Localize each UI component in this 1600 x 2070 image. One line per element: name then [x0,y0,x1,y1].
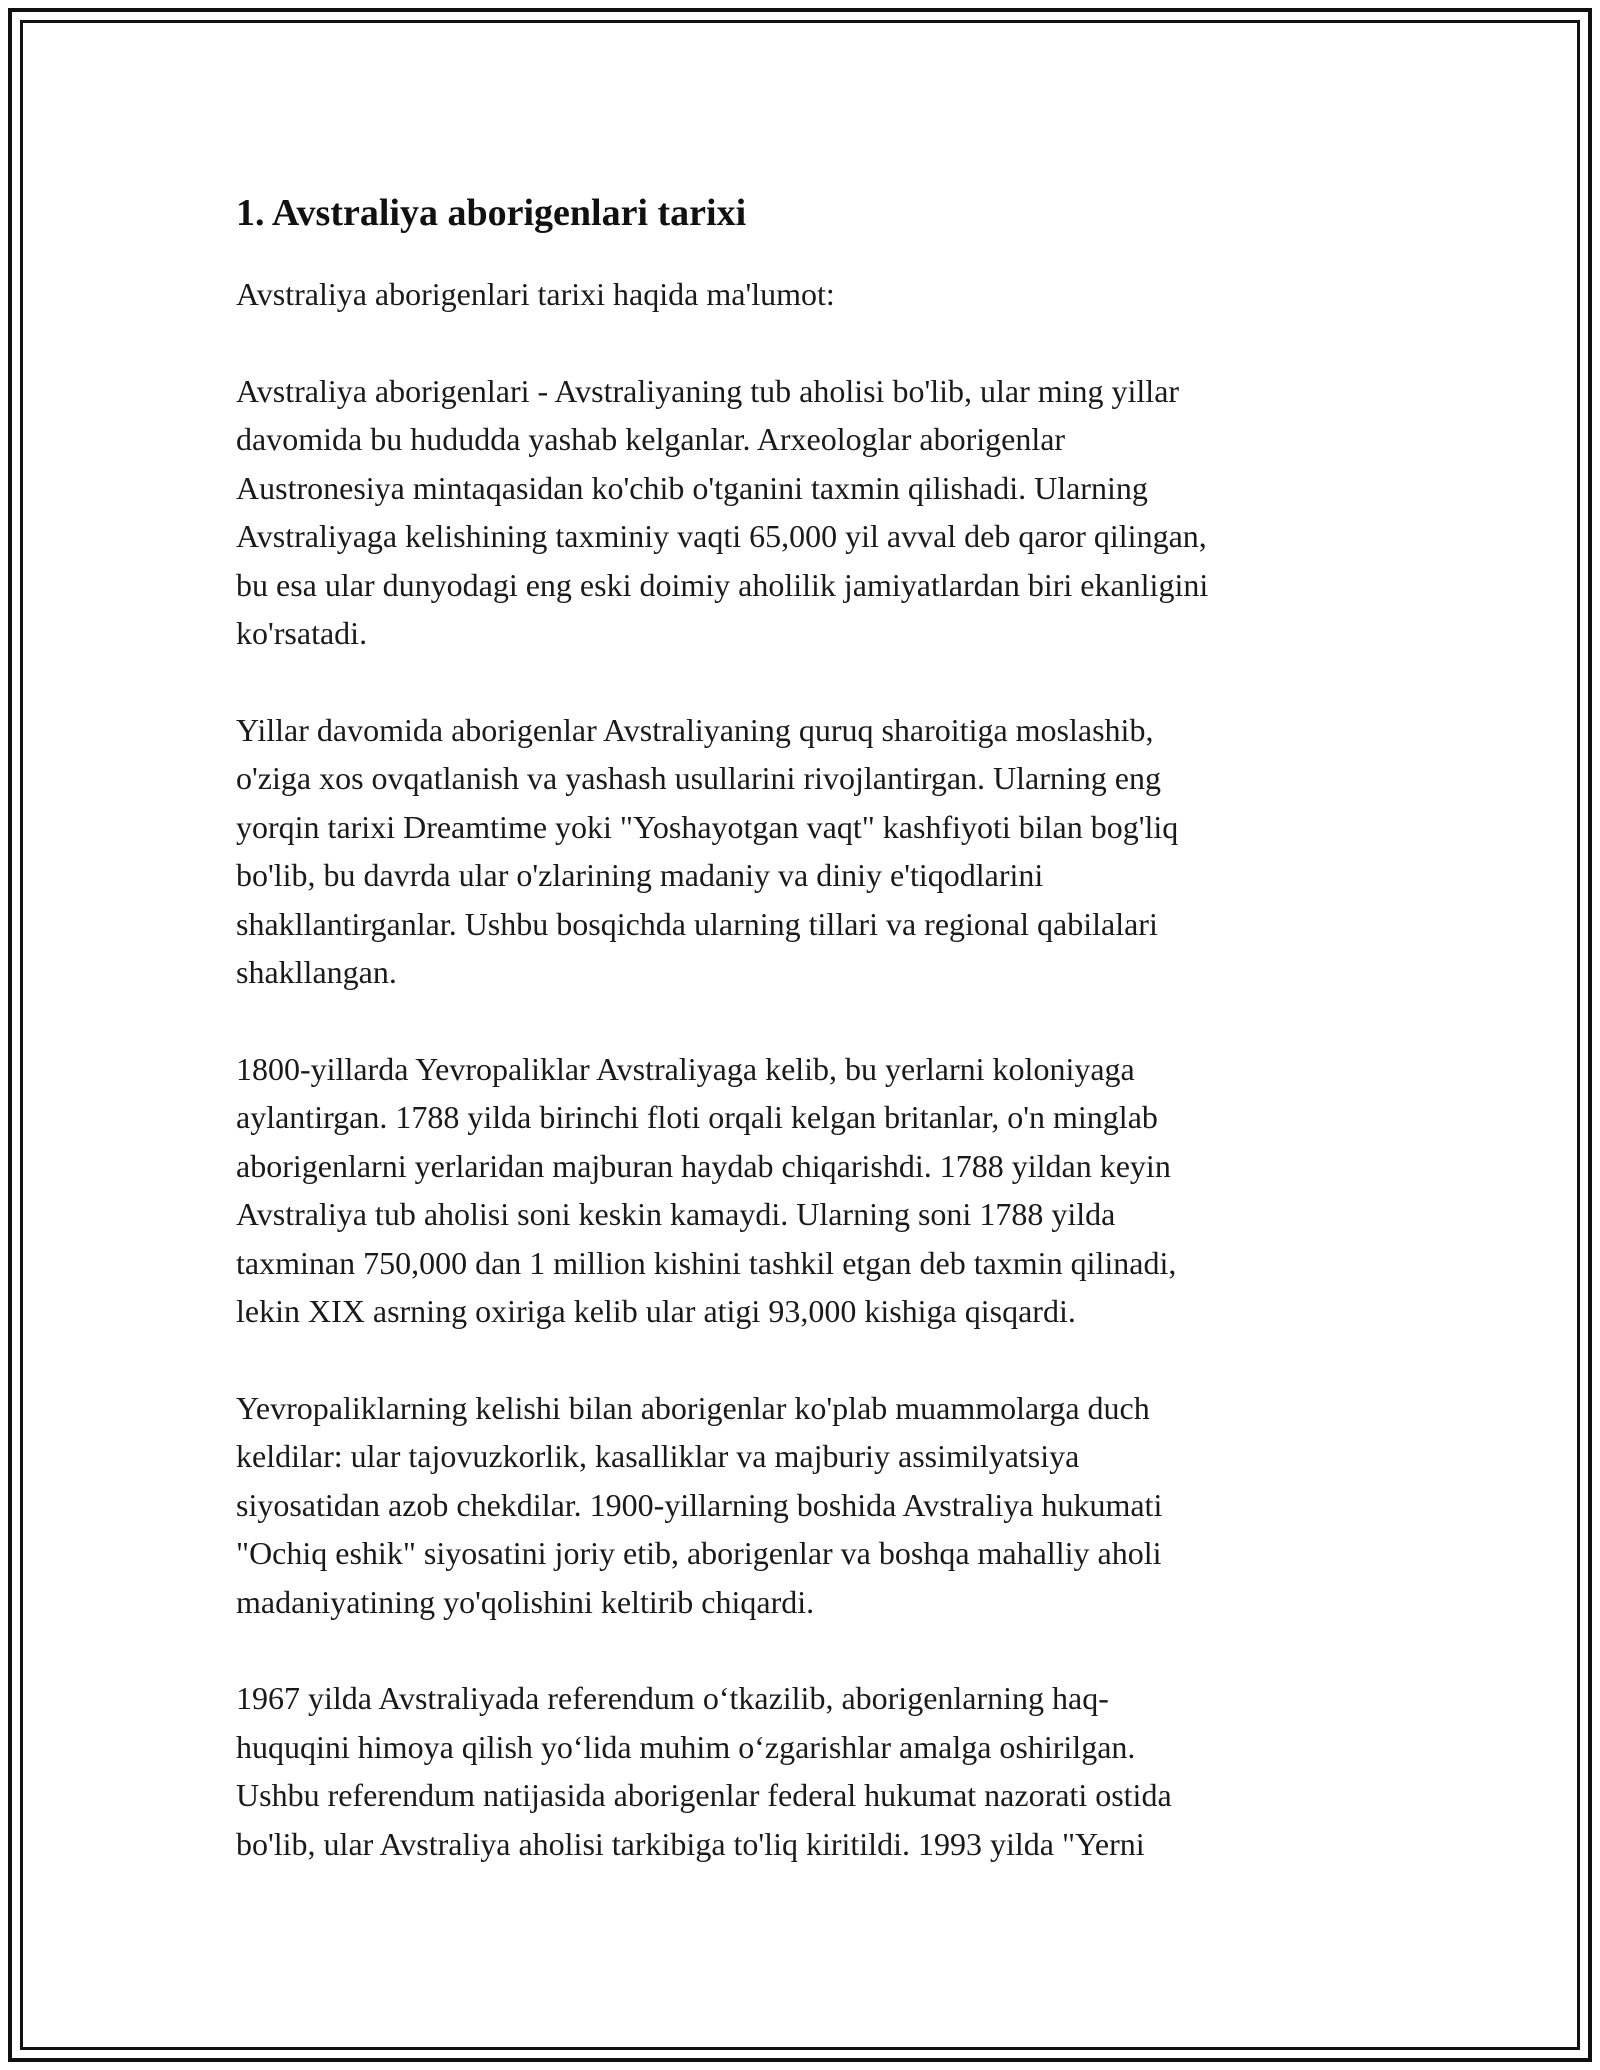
paragraph-origins: Avstraliya aborigenlari - Avstraliyaning tub aholisi bo'lib, ular ming yillar davomida bu hududda yashab kelganlar. Arxeologlar aborigenlar Austronesiya mintaqasidan ko'chib o'tganini taxmin qilishadi. Ularning Avstraliyaga kelishining taxminiy vaqti 65,000 yil avval deb qaror qilingan, bu esa ular dunyodagi eng eski doimiy aholilik jamiyatlardan biri ekanligini ko'rsatadi. [236,372,1209,651]
intro-paragraph: Avstraliya aborigenlari tarixi haqida ma'lumot: [236,276,835,312]
document-title: 1. Avstraliya aborigenlari tarixi [236,192,747,234]
paragraph-dreamtime: Yillar davomida aborigenlar Avstraliyaning quruq sharoitiga moslashib, o'ziga xos ovqatlanish va yashash usullarini rivojlantirgan. Ularning eng yorqin tarixi Dreamtime yoki "Yoshayotgan vaqt" kashfiyoti bilan bog'liq bo'lib, bu davrda ular o'zlarining madaniy va diniy e'tiqodlarini shakllantirganlar. Ushbu bosqichda ularning tillari va regional qabilalari shakllangan. [236,711,1179,990]
paragraph-referendum: 1967 yilda Avstraliyada referendum o‘tkazilib, aborigenlarning haq- huquqini himoya qilish yo‘lida muhim o‘zgarishlar amalga oshirilgan. Ushbu referendum natijasida aborigenlar federal hukumat nazorati ostida bo'lib, ular Avstraliya aholisi tarkibiga to'liq kiritildi. 1993 yilda "Yerni [236,1680,1172,1862]
document-body [236,186,1376,1916]
paragraph-problems: Yevropaliklarning kelishi bilan aborigenlar ko'plab muammolarga duch keldilar: ular tajovuzkorlik, kasalliklar va majburiy assimilyatsiya siyosatidan azob chekdilar. 1900-yillarning boshida Avstraliya hukumati "Ochiq eshik" siyosatini joriy etib, aborigenlar va boshqa mahalliy aholi madaniyatining yo'qolishini keltirib chiqardi. [236,1389,1163,1620]
paragraph-colonization: 1800-yillarda Yevropaliklar Avstraliyaga kelib, bu yerlarni koloniyaga aylantirgan. 1788 yilda birinchi floti orqali kelgan britanlar, o'n minglab aborigenlarni yerlaridan majburan haydab chiqarishdi. 1788 yildan keyin Avstraliya tub aholisi soni keskin kamaydi. Ularning soni 1788 yilda taxminan 750,000 dan 1 million kishini tashkil etgan deb taxmin qilinadi, lekin XIX asrning oxiriga kelib ular atigi 93,000 kishiga qisqardi. [236,1050,1177,1329]
